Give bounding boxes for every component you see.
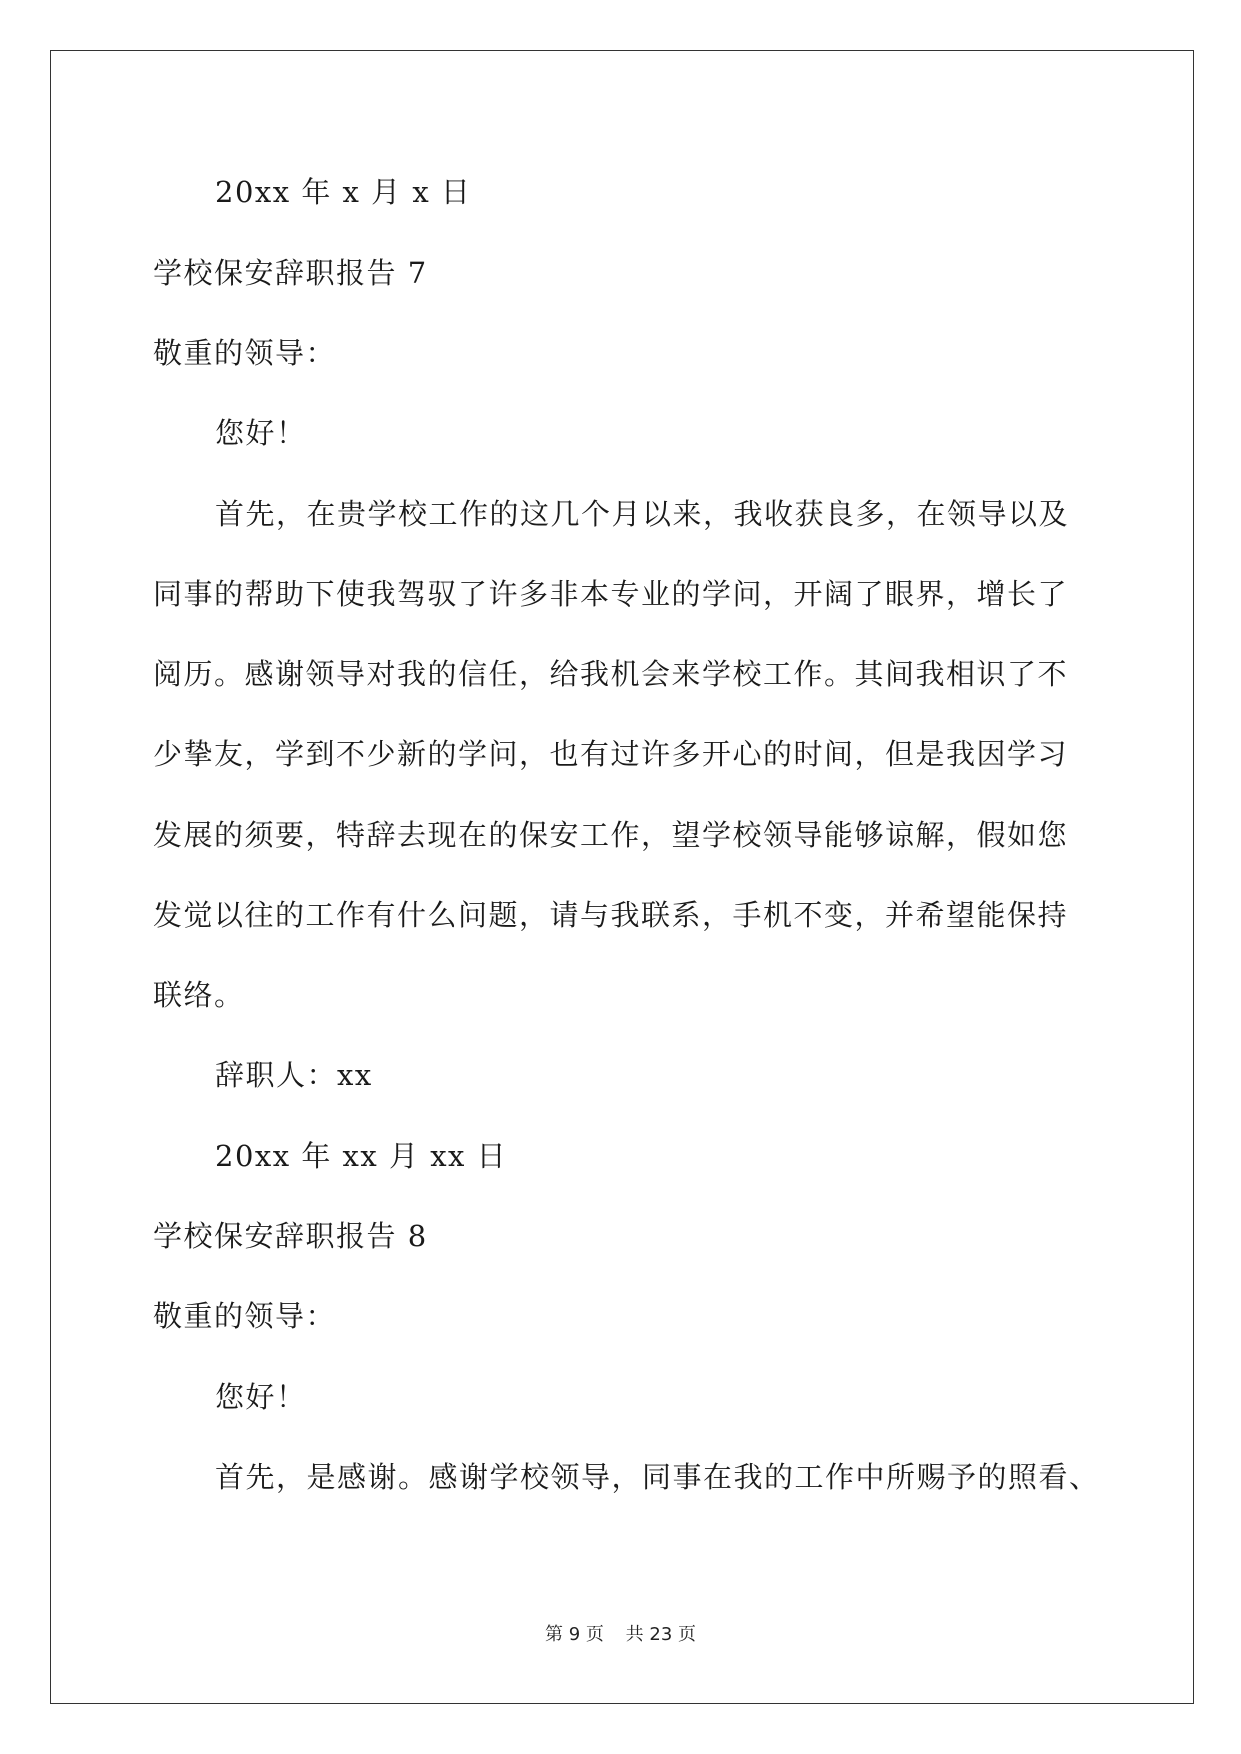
section-title: 学校保安辞职报告 8 <box>153 1219 428 1253</box>
date-line: 20xx 年 xx 月 xx 日 <box>215 1139 508 1173</box>
page-total: 共 23 页 <box>625 1624 696 1645</box>
salutation: 敬重的领导： <box>153 1299 337 1333</box>
body-text: 首先，在贵学校工作的这几个月以来，我收获良多，在领导以及 <box>215 497 1070 531</box>
greeting: 您好！ <box>215 416 307 450</box>
page-number: 第 9 页 <box>545 1624 604 1645</box>
body-text: 少挚友，学到不少新的学问，也有过许多开心的时间，但是我因学习 <box>153 737 1069 771</box>
section-title: 学校保安辞职报告 7 <box>153 256 428 290</box>
body-text: 首先，是感谢。感谢学校领导，同事在我的工作中所赐予的照看、 <box>215 1460 1100 1494</box>
body-text: 阅历。感谢领导对我的信任，给我机会来学校工作。其间我相识了不 <box>153 657 1069 691</box>
body-text: 发展的须要，特辞去现在的保安工作，望学校领导能够谅解，假如您 <box>153 818 1069 852</box>
page-border <box>50 50 1194 1704</box>
page-footer <box>0 1620 1241 1646</box>
body-text: 发觉以往的工作有什么问题，请与我联系，手机不变，并希望能保持 <box>153 898 1069 932</box>
body-text: 同事的帮助下使我驾驭了许多非本专业的学问，开阔了眼界，增长了 <box>153 577 1069 611</box>
greeting: 您好！ <box>215 1380 307 1414</box>
body-text: 联络。 <box>153 978 245 1012</box>
date-line: 20xx 年 x 月 x 日 <box>215 175 472 209</box>
salutation: 敬重的领导： <box>153 336 337 370</box>
signature: 辞职人：xx <box>215 1058 373 1092</box>
